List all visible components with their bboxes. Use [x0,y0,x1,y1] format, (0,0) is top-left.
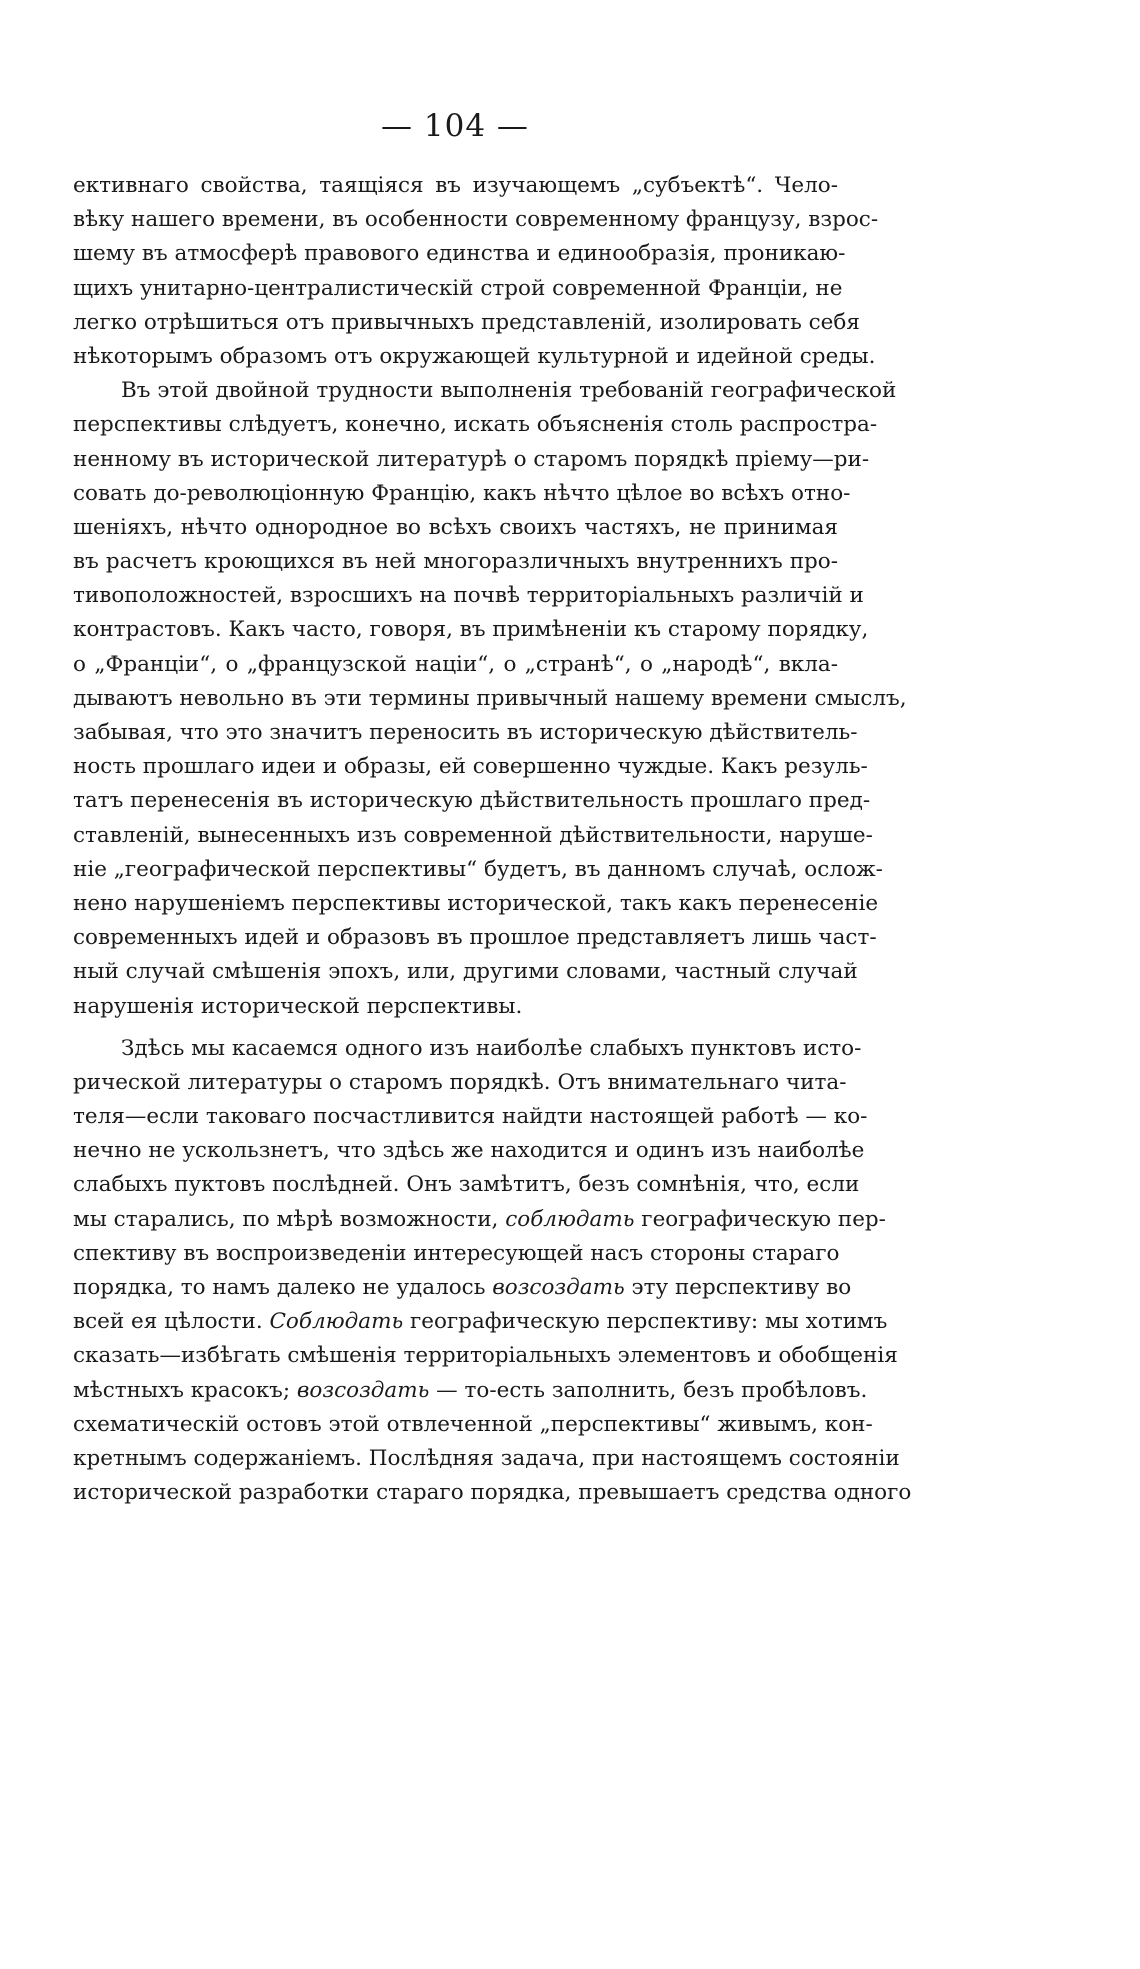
text-line: Въ этой двойной трудности выполненія требованій географической [121,378,897,404]
text-line: всей ея цѣлости. Соблюдать географическую перспективу: мы хотимъ [73,1309,888,1335]
text-line: слабыхъ пуктовъ послѣдней. Онъ замѣтитъ, безъ сомнѣнія, что, если [73,1172,860,1198]
text-line: совать до-революціонную Францію, какъ нѣчто цѣлое во всѣхъ отно- [73,480,851,506]
text-line: нено нарушеніемъ перспективы исторической, такъ какъ перенесеніе [73,890,879,916]
text-line: шеніяхъ, нѣчто однородное во всѣхъ своихъ частяхъ, не принимая [73,514,838,540]
text-line: ность прошлаго идеи и образы, ей совершенно чуждые. Какъ резуль- [73,754,868,780]
text-line: спективу въ воспроизведеніи интересующей насъ стороны стараго [73,1240,840,1266]
text-line: ный случай смѣшенія эпохъ, или, другими словами, частный случай [73,959,858,985]
text-line: сказать—избѣгать смѣшенія территоріальныхъ элементовъ и обобщенія [73,1343,898,1369]
text-line: порядка, то намъ далеко не удалось возсоздать эту перспективу во [73,1275,852,1300]
text-line: забывая, что это значитъ переносить въ историческую дѣйствитель- [73,720,858,745]
paragraph-1 [73,169,879,374]
text-line: вѣку нашего времени, въ особенности современному французу, взрос- [73,207,879,233]
text-line: ективнаго свойства, таящіяся въ изучающемъ „субъектѣ“. Чело- [73,173,838,198]
text-line: рической литературы о старомъ порядкѣ. Отъ внимательнаго чита- [73,1069,847,1095]
body-text [73,169,912,1510]
text-line: современныхъ идей и образовъ въ прошлое представляетъ лишь част- [73,925,877,951]
text-line: о „Франціи“, о „французской націи“, о „странѣ“, о „народѣ“, вкла- [73,651,838,677]
text-line: контрастовъ. Какъ часто, говоря, въ примѣненіи къ старому порядку, [73,617,869,643]
text-line: нечно не ускользнетъ, что здѣсь же находится и одинъ изъ наиболѣе [73,1138,865,1164]
text-line: татъ перенесенія въ историческую дѣйствительность прошлаго пред- [73,788,871,814]
text-line: ставленій, вынесенныхъ изъ современной дѣйствительности, наруше- [73,822,873,848]
text-line: дываютъ невольно въ эти термины привычный нашему времени смыслъ, [73,685,907,711]
text-line: перспективы слѣдуетъ, конечно, искать объясненія столь распростра- [73,412,878,438]
paragraph-2 [73,374,907,1024]
text-line: ненному въ исторической литературѣ о старомъ порядкѣ пріему—ри- [73,446,870,472]
text-line: мы старались, по мѣрѣ возможности, соблюдать географическую пер- [73,1206,886,1232]
paragraph-3 [73,1032,912,1511]
text-line: шему въ атмосферѣ правового единства и единообразія, проникаю- [73,241,846,267]
text-line: нѣкоторымъ образомъ отъ окружающей культурной и идейной среды. [73,343,876,369]
text-line: кретнымъ содержаніемъ. Послѣдняя задача, при настоящемъ состояніи [73,1445,900,1471]
text-line: легко отрѣшиться отъ привычныхъ представленій, изолировать себя [73,309,860,335]
text-line: Здѣсь мы касаемся одного изъ наиболѣе слабыхъ пунктовъ исто- [121,1035,862,1061]
text-line: щихъ унитарно-централистическій строй современной Франціи, не [73,275,843,301]
text-line: ніе „географической перспективы“ будетъ, въ данномъ случаѣ, ослож- [73,856,883,882]
text-line: нарушенія исторической перспективы. [73,993,523,1019]
text-line: тивоположностей, взросшихъ на почвѣ территоріальныхъ различій и [73,583,864,609]
text-line: схематическій остовъ этой отвлеченной „перспективы“ живымъ, кон- [73,1411,873,1437]
text-line: теля—если таковаго посчастливится найдти настоящей работѣ — ко- [73,1104,868,1130]
text-line: исторической разработки стараго порядка, превышаетъ средства одного [73,1480,912,1506]
text-line: мѣстныхъ красокъ; возсоздать — то-есть заполнить, безъ пробѣловъ. [73,1377,868,1403]
text-line: въ расчетъ кроющихся въ ней многоразличныхъ внутреннихъ про- [73,549,838,575]
page-number: — 104 — [381,108,529,144]
